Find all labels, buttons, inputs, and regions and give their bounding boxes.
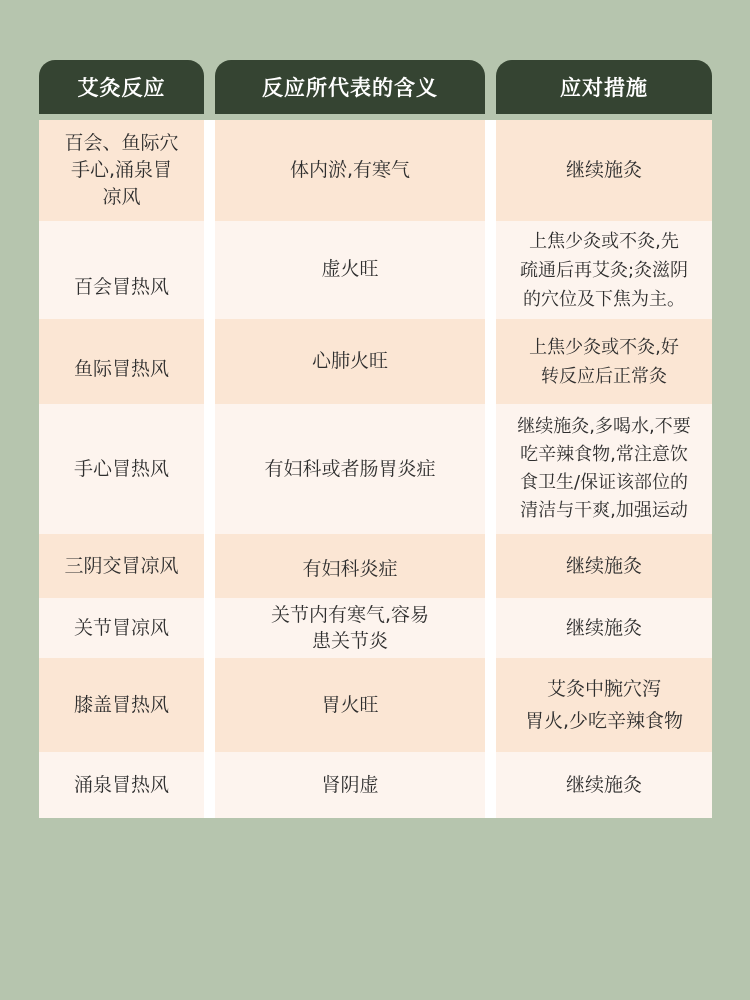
cell-reaction: 百会冒热风 bbox=[39, 221, 204, 319]
cell-reaction: 涌泉冒热风 bbox=[39, 752, 204, 818]
cell-meaning: 肾阴虚 bbox=[215, 752, 485, 818]
cell-response: 上焦少灸或不灸,好 转反应后正常灸 bbox=[496, 319, 712, 404]
cell-meaning: 虚火旺 bbox=[215, 221, 485, 319]
table-row bbox=[39, 319, 712, 404]
header-response: 应对措施 bbox=[496, 60, 712, 114]
cell-meaning: 胃火旺 bbox=[215, 658, 485, 752]
cell-meaning: 心肺火旺 bbox=[215, 319, 485, 404]
header-meaning: 反应所代表的含义 bbox=[215, 60, 485, 114]
table-row bbox=[39, 120, 712, 221]
cell-reaction: 膝盖冒热风 bbox=[39, 658, 204, 752]
cell-response: 继续施灸 bbox=[496, 752, 712, 818]
table-row bbox=[39, 534, 712, 598]
cell-response: 继续施灸 bbox=[496, 534, 712, 598]
cell-reaction: 百会、鱼际穴 手心,涌泉冒 凉风 bbox=[39, 120, 204, 221]
cell-response: 艾灸中腕穴泻 胃火,少吃辛辣食物 bbox=[496, 658, 712, 752]
cell-reaction: 三阴交冒凉风 bbox=[39, 534, 204, 598]
cell-meaning: 有妇科炎症 bbox=[215, 534, 485, 598]
cell-meaning: 有妇科或者肠胃炎症 bbox=[215, 404, 485, 534]
table-row bbox=[39, 404, 712, 534]
cell-meaning: 体内淤,有寒气 bbox=[215, 120, 485, 221]
cell-response: 继续施灸,多喝水,不要 吃辛辣食物,常注意饮 食卫生/保证该部位的 清洁与干爽,加强运动 bbox=[496, 404, 712, 534]
cell-response: 上焦少灸或不灸,先 疏通后再艾灸;灸滋阴 的穴位及下焦为主。 bbox=[496, 221, 712, 319]
cell-reaction: 关节冒凉风 bbox=[39, 598, 204, 658]
cell-reaction: 鱼际冒热风 bbox=[39, 319, 204, 404]
cell-response: 继续施灸 bbox=[496, 598, 712, 658]
table-row bbox=[39, 658, 712, 752]
cell-meaning: 关节内有寒气,容易 患关节炎 bbox=[215, 598, 485, 658]
table-header bbox=[39, 60, 712, 114]
cell-reaction: 手心冒热风 bbox=[39, 404, 204, 534]
cell-response: 继续施灸 bbox=[496, 120, 712, 221]
header-reaction: 艾灸反应 bbox=[39, 60, 204, 114]
table-row bbox=[39, 752, 712, 818]
table-row bbox=[39, 221, 712, 319]
table-row bbox=[39, 598, 712, 658]
acupuncture-reaction-table bbox=[39, 60, 712, 818]
